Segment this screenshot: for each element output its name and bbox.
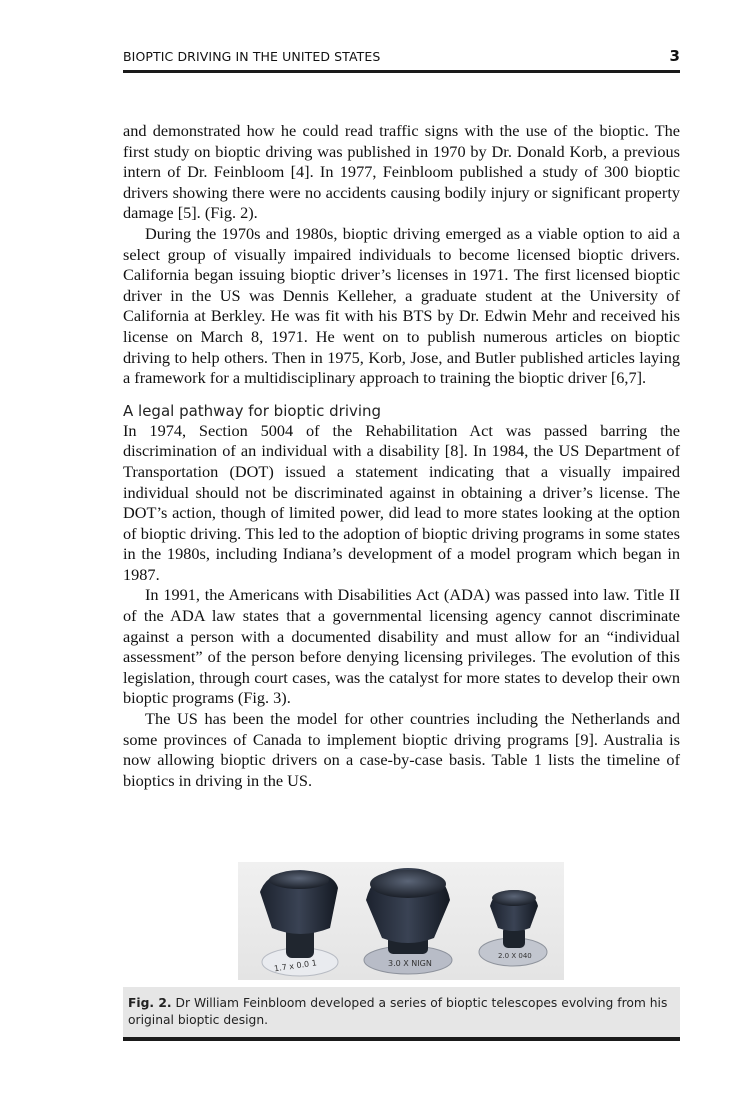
section-heading: A legal pathway for bioptic driving	[123, 401, 382, 420]
engraving-2: 3.0 X NIGN	[388, 959, 432, 968]
telescope-2	[364, 868, 452, 974]
figure-photo-bioptic-telescopes	[238, 862, 564, 980]
running-header	[123, 48, 680, 68]
figure-bottom-rule	[123, 1037, 680, 1041]
running-title: BIOPTIC DRIVING IN THE UNITED STATES	[123, 49, 381, 64]
header-rule	[123, 70, 680, 73]
paragraph-1: and demonstrated how he could read traffic signs with the use of the bioptic. The first study on bioptic driving was published in 1970 by Dr. Donald Korb, a previous intern of Dr. Feinbloom [4]. In 1977, Feinbloom published a study of 300 bioptic drivers showing there were no accidents causing bodily injury or significant property damage [5]. (Fig. 2).	[123, 121, 680, 223]
paragraph-4: In 1991, the Americans with Disabilities Act (ADA) was passed into law. Title II of the ADA law states that a governmental licensing agency cannot discriminate against a person with a documented disability and must allow for an “individual assessment” of the person before denying licensing privileges. The evolution of this legislation, through court cases, was the catalyst for more states to develop their own bioptic programs (Fig. 3).	[123, 585, 680, 708]
figure-caption	[128, 995, 678, 1029]
engraving-1: 1.7 x 0.0 1	[273, 958, 318, 974]
paragraph-3: In 1974, Section 5004 of the Rehabilitation Act was passed barring the discrimination of an individual with a disability [8]. In 1984, the US Department of Transportation (DOT) issued a statement indicating that a visually impaired individual should not be discriminated against in obtaining a driver’s license. The DOT’s action, though of limited power, did lead to more states looking at the option of bioptic driving. This led to the adoption of bioptic driving programs in some states in the 1980s, including Indiana’s development of a model program which began in 1987.	[123, 420, 680, 584]
telescopes-illustration	[238, 862, 564, 980]
telescope-3	[479, 890, 547, 966]
paragraph-5: The US has been the model for other countries including the Netherlands and some provinces of Canada to implement bioptic driving programs [9]. Australia is now allowing bioptic drivers on a case-by-case basis. Table 1 lists the timeline of bioptics in driving in the US.	[123, 709, 680, 790]
figure-caption-text: Dr William Feinbloom developed a series of bioptic telescopes evolving from his original bioptic design.	[128, 996, 668, 1027]
figure-label: Fig. 2.	[128, 996, 172, 1010]
paragraph-2: During the 1970s and 1980s, bioptic driving emerged as a viable option to aid a select group of visually impaired individuals to become licensed bioptic drivers. California began issuing bioptic driver’s licenses in 1971. The first licensed bioptic driver in the US was Dennis Kelleher, a graduate student at the University of California at Berkley. He was fit with his BTS by Dr. Edwin Mehr and received his license on March 8, 1971. He went on to publish numerous articles on bioptic driving to help others. Then in 1975, Korb, Jose, and Butler published articles laying a framework for a multidisciplinary approach to training the bioptic driver [6,7].	[123, 223, 680, 388]
article-body	[123, 121, 680, 791]
page-number: 3	[669, 47, 680, 65]
engraving-3: 2.0 X 040	[498, 952, 532, 960]
telescope-1	[260, 870, 338, 976]
